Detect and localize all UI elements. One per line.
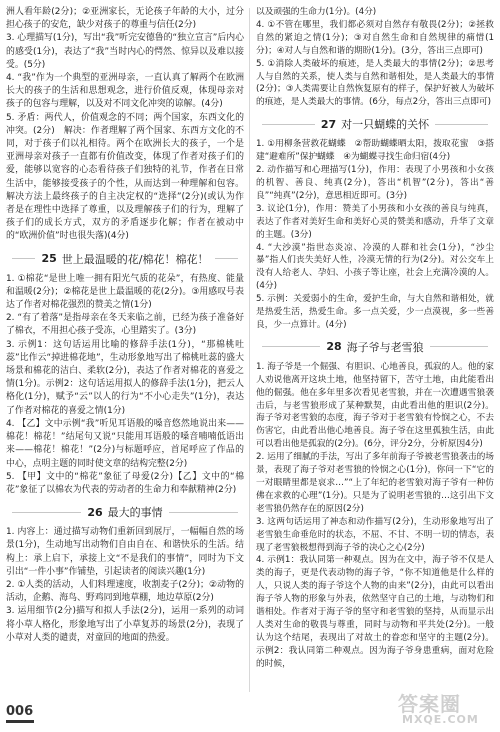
section-title: 对一只蝴蝶的关怀 — [341, 118, 430, 132]
section-title: 海子爷与老雪狼 — [346, 340, 424, 354]
right-column — [256, 6, 494, 671]
section-number: 27 — [320, 117, 337, 131]
answer-paragraph: 1. 海子爷是一个倔强、有胆识、心地善良，孤寂的人。他的家人劝说他离开这块土地，他坚持留下，苦守土地，由此能看出他的倔强。他在多年里多次看见老雪狼，并在一次遭遇雪狼袭击后，与老雪狼形成了某种默契，由此看出他的胆识(2分)。海子爷对老雪狼的态度，海子爷对于老雪狼有怜悯之心，不去伤害它，由此看出他心地善良。海子爷在这里孤独生活，由此可以看出他是孤寂的(2分)。(6分，评分2分，分析原因4分) — [256, 361, 494, 450]
section-number: 28 — [326, 340, 342, 354]
section-heading — [256, 336, 494, 358]
answer-paragraph: 3. 这两句话运用了神态和动作描写(2分)，生动形象地写出了老雪狼生命垂危时的状态，不屈、不甘、不明一切的情态，表现了老雪狼极想得到海子爷的决心之心(2分) — [256, 516, 494, 553]
answer-paragraph: 4. ①不管在哪里，我们都必须对自然存有敬畏(2分)；②拯救自然的紧迫之情(1分)；③对自然生命和自然规律的痛惜(1分)；④对人与自然和谐的期盼(1分)。(3分，答出三点即可) — [256, 19, 494, 56]
section-heading — [256, 113, 494, 135]
answer-paragraph: 3. 心理描写(1分)，写出“我”听完安德鲁的“独立宣言”后内心的感受(1分)，表达了“我”当时内心的愕然、惊异以及难以接受。(5分) — [6, 33, 244, 70]
answer-paragraph: 4. “我”作为一个典型的亚洲母亲，一直认真了解两个在欧洲长大的孩子的生活和思想观念，进行价值反观，体现母亲对孩子的包容与理解，以及对不同文化冲突的谅解。(4分) — [6, 73, 244, 110]
answer-paragraph: 5. 矛盾：两代人，价值观念的不同；两个国家，东西文化的冲突。(2分) 解决：作者理解了两个国家、东西方文化的不同，对于孩子们以礼相待。两个在欧洲长大的孩子，一个是亚洲母亲对孩子一直都有价值改变，体现了作者对孩子们的爱，能够以宽容的心态看待孩子们独特的礼节，作者在日常生活中，能够接受孩子的个性，从而达到一种理解和包容。解决方法上最终孩子的自主决定权的“选择”(2分)(或认为作者是在理性中选择了尊重，以及理解孩子们的行为，理解了孩子们的成长方式，双方的矛盾逐步化解；作者在被动中的“欧洲价值”时也很失落)(4分) — [6, 112, 244, 242]
answer-paragraph: 以及顽强的生命力(1分)。(4分) — [256, 7, 377, 17]
page-number: 006 — [6, 704, 34, 719]
answer-paragraph: 洲人看年龄(2分)；②亚洲家长，无论孩子年龄的大小，过分担心孩子的安危，缺少对孩子的尊重与信任(2分) — [6, 7, 244, 31]
answer-paragraph: 4. 示例1：我认同第一种观点。因为在文中，海子爷不仅是人类的海子，更是代表动物的海子爷，“你不知道他是什么样的人，只说人类的海子爷这个人物的由来”(2分)，由此可以看出海子爷人物的形象与外表，依然坚守自己的土地，与动物们和谐相处。作者对于海子爷的坚守和老雪狼的坚持，从而显示出人类对生命的敬畏与尊重，同时与动物和平共处(2分)。一般认为这个结尾，表现出了对故土的眷恋和坚守的主题(2分)。示例2：我认同第二种观点。因为海子爷身患重病，面对危险的时候， — [256, 555, 494, 669]
watermark-text: 答案圈 — [398, 692, 461, 716]
watermark-logo — [398, 688, 494, 728]
answer-paragraph: 3. 示例1：这句话运用比喻的修辞手法(1分)，“那棉桃吐蕊”比作云“掉进棉花地”，生动形象地写出了棉桃吐蕊的盛大场景和棉花的洁白、柔软(2分)，表达了作者对棉花的喜爱之情(1分)。示例2：这句话运用拟人的修辞手法(1分)，把云人格化(1分)，赋予“云”以人的行为“不小心走失”(1分)，表达了作者对棉花的喜爱之情(1分) — [6, 339, 244, 416]
answer-paragraph: 2. ①人类的活动，人们料理速度，收割麦子(2分)；②动物的活动，企鹅、海鸟、野鸡同到地草棚，地边草原(2分) — [6, 579, 244, 604]
answer-paragraph: 2. “有了着落”是指母亲在冬天来临之前，已经为孩子准备好了棉衣，不用担心孩子受冻，心里踏实了。(3分) — [6, 313, 244, 337]
answer-paragraph: 2. 运用了细腻的手法，写出了多年前海子爷被老雪狼袭击的场景，表现了海子爷对老雪狼的怜悯之心(1分)，你问一下“它的一对眼睛里都是哀求…”“上了年纪的老雪狼对海子爷有一种仿佛在求救的心理”(1分)。只是为了说明老雪狼的…这引出下文老雪狼仍然存在的原因(2分) — [256, 452, 494, 514]
left-column — [6, 6, 244, 645]
answer-paragraph: 1. ①棉花“是世上唯一拥有阳光气质的花朵”，有热度、能量和温暖(2分)；②棉花是世上最温暖的花(2分)。③用感叹号表达了作者对棉花强烈的赞美之情(1分) — [6, 273, 244, 311]
section-title: 世上最温暖的花/棉花！棉花！ — [61, 252, 209, 266]
section-heading — [6, 501, 244, 523]
watermark-url: MXQE.COM — [402, 713, 479, 726]
answer-paragraph: 3. 运用细节(2分)描写和拟人手法(2分)，运用一系列的动词将小草人格化，形象地写出了小草复苏的场景(2分)，表现了小草对人类的谴责，对童回的地面的热爱。 — [6, 606, 244, 643]
section-title: 最大的事情 — [107, 506, 163, 520]
answer-paragraph: 5. 【甲】文中的“棉花”象征了母爱(2分)【乙】文中的“棉花”象征了以棉农为代表的劳动者的生命力和奉献精神(2分) — [6, 471, 244, 495]
column-divider — [249, 8, 250, 692]
answer-paragraph: 1. ①用柳条营救花蝴蝶 ②帮助蝴蝶晒太阳，拨取花蜜 ③搭建“避难所”保护蝴蝶 ④为蝴蝶寻找生命归宿(4分) — [256, 139, 494, 163]
answer-paragraph: 1. 内容上：通过描写动物们重新回到展厅，一幅幅自然的场景(1分)，生动地写出动物们自由自在、和谐快乐的生活。结构上：承上启下，承接上文“不是我们的事情”，同时为下文引出“一件小事”作铺垫，引起读者的阅读兴趣(1分) — [6, 527, 244, 577]
section-number: 26 — [87, 505, 103, 519]
answer-paragraph: 3. 议论(1分)，作用：赞美了小男孩和小女孩的善良与纯真，表达了作者对美好生命和美好心灵的赞美和感动，升华了文章的主题。(3分) — [256, 203, 494, 240]
section-number: 25 — [41, 252, 57, 266]
answer-paragraph: 2. 动作描写和心理描写(1分)，作用：表现了小男孩和小女孩的机智、善良、纯真(2分)，答出“机智”(2分)，答出“善良”“纯真”(2分)，意思相近即可。(3分) — [256, 165, 494, 201]
answer-paragraph: 4. 【乙】文中示例“我”听见耳语般的嗓音悠然地说出来——棉花！棉花！”结尾句又说“只能用耳语般的嗓音喃喃低语出来——棉花！棉花！”(2分)与标题呼应，首尾呼应了作品的中心，点明主题的同时使文章的结构完整(2分) — [6, 418, 244, 469]
section-heading — [6, 248, 244, 270]
page-number-underline — [6, 720, 34, 723]
answer-paragraph: 5. 示例：关爱弱小的生命，爱护生命，与大自然和谐相处，就是热爱生活，热爱生命。多一点关爱，少一点漠视，多一些善良，少一点算计。(4分) — [256, 294, 494, 330]
answer-paragraph: 4. “大沙漠”指世态炎凉、冷漠的人群和社会(1分)，“沙尘暴”指人们丧失美好人性，冷漠无情的行为(2分)。对公交车上没有人给老人、孕妇、小孩子等让座，社会上充满冷漠的人。(4分) — [256, 242, 494, 292]
answer-paragraph: 5. ①消除人类破坏的痕迹，是人类最大的事情(2分)；②思考人与自然的关系，使人类与自然和谐相处，是人类最大的事情(2分)；③人类需要让自然恢复原有的样子，保护好被人为破坏的痕迹，是人类最大的事情。(6分，每点2分，答出三点即可) — [256, 58, 494, 108]
